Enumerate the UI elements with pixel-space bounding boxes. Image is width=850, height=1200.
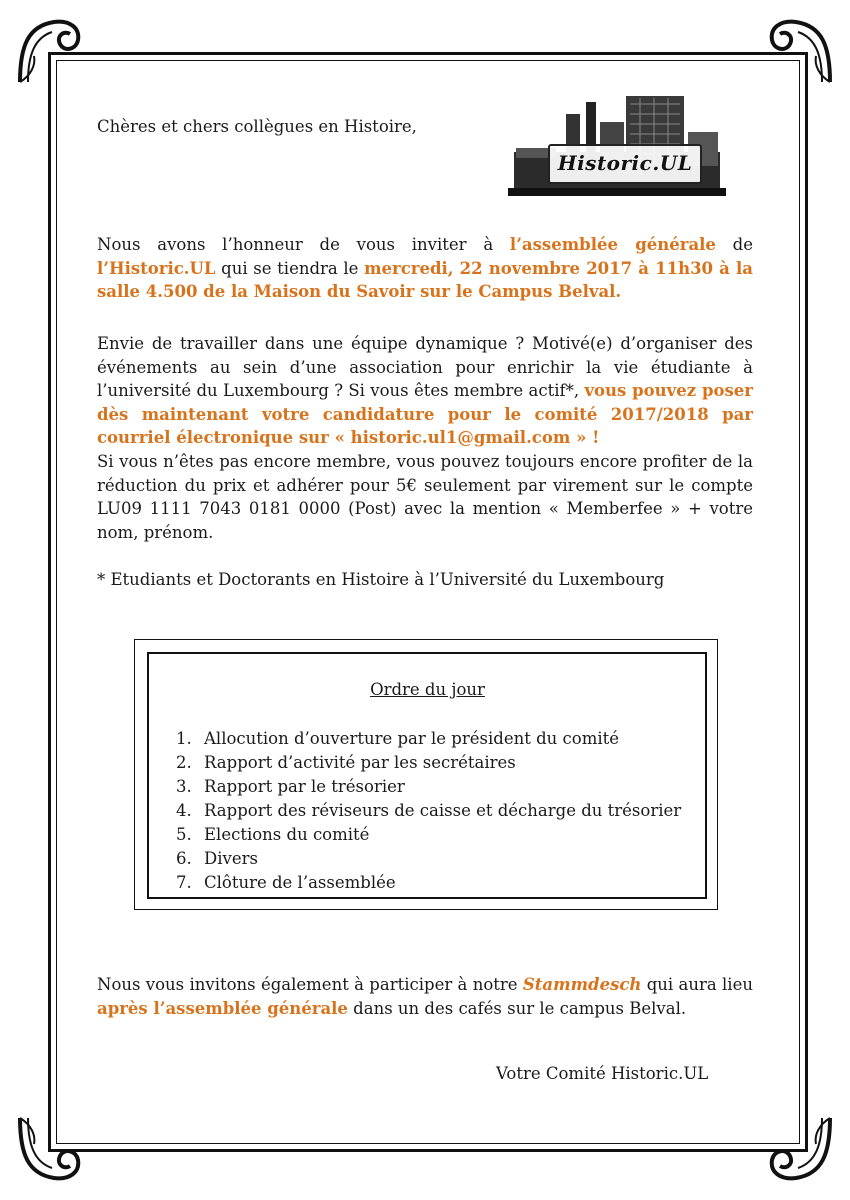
list-item <box>176 823 681 847</box>
item-number: 1. <box>176 729 192 748</box>
item-text: Clôture de l’assemblée <box>204 873 396 892</box>
invitation-text: Nous avons l’honneur de vous inviter à <box>97 235 510 254</box>
invitation-text: de <box>715 235 753 254</box>
stammdesch-text: Nous vous invitons également à participer à notre <box>97 975 523 994</box>
item-number: 7. <box>176 873 192 892</box>
membership-paragraph: Si vous n’êtes pas encore membre, vous pouvez toujours encore profiter de la réduction du prix et adhérer pour 5€ seulement par virement sur le compte LU09 1111 7043 0181 0000 (Post) avec la mention « Memberfee » + votre nom, prénom. <box>97 452 753 542</box>
list-item <box>176 775 681 799</box>
corner-ornament-icon <box>14 16 86 88</box>
highlight-after-assembly: après l’assemblée générale <box>97 998 348 1018</box>
highlight-date-place: mercredi, 22 novembre 2017 à 11h30 à la salle 4.500 de la Maison du Savoir sur le Campus Belval. <box>97 258 753 301</box>
corner-ornament-icon <box>764 1112 836 1184</box>
signature: Votre Comité Historic.UL <box>496 1064 709 1083</box>
candidature-paragraph <box>97 332 753 450</box>
highlight-assembly: l’assemblée générale <box>509 235 716 254</box>
corner-ornament-icon <box>14 1112 86 1184</box>
agenda-list <box>176 727 681 895</box>
invitation-paragraph <box>97 233 753 304</box>
list-item <box>176 751 681 775</box>
stammdesch-paragraph <box>97 973 753 1020</box>
invitation-text: qui se tiendra le <box>215 258 365 278</box>
candidature-text: Envie de travailler dans une équipe dynamique ? Motivé(e) d’organiser des événements au sein d’une association pour enrichir la vie étudiante à l’université du Luxembourg ? Si vous êtes membre actif*, <box>97 334 753 400</box>
logo-text: Historic.UL <box>548 144 702 184</box>
stammdesch-text: qui aura lieu <box>641 975 753 994</box>
highlight-candidature: vous pouvez poser dès maintenant votre candidature pour le comité 2017/2018 par courriel électronique sur « historic.ul1@gmail.com » ! <box>97 381 753 447</box>
item-number: 6. <box>176 849 192 868</box>
footnote: * Etudiants et Doctorants en Histoire à l’Université du Luxembourg <box>97 570 665 589</box>
corner-ornament-icon <box>764 16 836 88</box>
item-text: Rapport des réviseurs de caisse et décharge du trésorier <box>204 801 682 820</box>
item-text: Divers <box>204 849 258 868</box>
item-number: 2. <box>176 753 192 772</box>
item-text: Elections du comité <box>204 825 370 844</box>
highlight-stammdesch: Stammdesch <box>522 975 642 994</box>
item-text: Rapport d’activité par les secrétaires <box>204 753 516 772</box>
agenda-title: Ordre du jour <box>370 680 485 699</box>
list-item <box>176 871 681 895</box>
stammdesch-text: dans un des cafés sur le campus Belval. <box>347 998 687 1018</box>
list-item <box>176 727 681 751</box>
item-number: 3. <box>176 777 192 796</box>
item-text: Allocution d’ouverture par le président du comité <box>204 729 620 748</box>
item-number: 5. <box>176 825 192 844</box>
list-item <box>176 847 681 871</box>
highlight-org: l’Historic.UL <box>97 258 216 278</box>
greeting: Chères et chers collègues en Histoire, <box>97 117 417 136</box>
item-number: 4. <box>176 801 192 820</box>
item-text: Rapport par le trésorier <box>204 777 405 796</box>
list-item <box>176 799 681 823</box>
